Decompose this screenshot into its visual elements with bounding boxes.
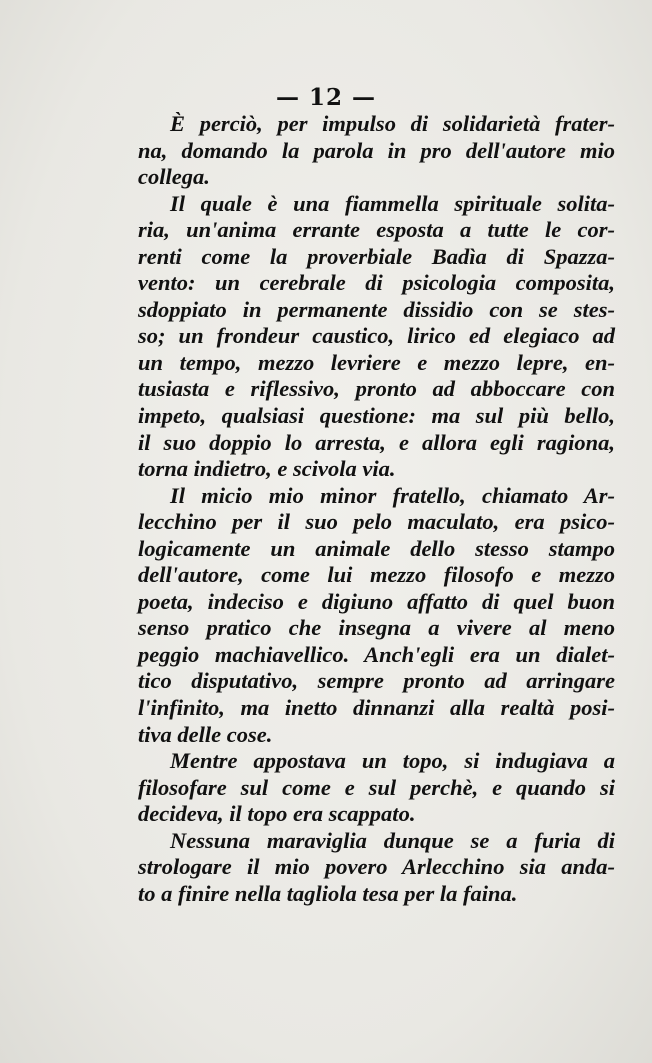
text-line: renti come la proverbiale Badìa di Spazza- xyxy=(138,243,615,269)
text-line: un tempo, mezzo levriere e mezzo lepre, en- xyxy=(138,349,615,375)
text-line: l'infinito, ma inetto dinnanzi alla realtà posi- xyxy=(138,695,615,721)
text-line: tiva delle cose. xyxy=(138,721,273,747)
text-line: Il quale è una fiammella spirituale solita- xyxy=(170,190,615,216)
text-line: Il micio mio minor fratello, chiamato Ar- xyxy=(170,482,615,508)
text-line: peggio machiavellico. Anch'egli era un dialet- xyxy=(138,641,615,667)
text-line: dell'autore, come lui mezzo filosofo e mezzo xyxy=(138,562,615,588)
text-line: senso pratico che insegna a vivere al meno xyxy=(138,615,615,641)
text-line: poeta, indeciso e digiuno affatto di quel buon xyxy=(138,588,615,614)
text-line: na, domando la parola in pro dell'autore mio xyxy=(138,137,615,163)
text-line: vento: un cerebrale di psicologia composita, xyxy=(138,270,615,296)
body-text xyxy=(138,111,615,907)
text-line: to a finire nella tagliola tesa per la faina. xyxy=(138,880,518,906)
text-line: tusiasta e riflessivo, pronto ad abboccare con xyxy=(138,376,615,402)
paragraph xyxy=(138,483,615,748)
text-line: decideva, il topo era scappato. xyxy=(138,801,416,827)
text-line: sdoppiato in permanente dissidio con se stes- xyxy=(138,296,615,322)
text-line: Nessuna maraviglia dunque se a furia di xyxy=(170,827,615,853)
paragraph xyxy=(138,828,615,908)
text-line: filosofare sul come e sul perchè, e quando si xyxy=(138,774,615,800)
page-number: — 12 — xyxy=(275,84,377,111)
text-line: impeto, qualsiasi questione: ma sul più bello, xyxy=(138,403,615,429)
text-line: ria, un'anima errante esposta a tutte le cor- xyxy=(138,217,615,243)
text-line: lecchino per il suo pelo maculato, era psico- xyxy=(138,509,615,535)
text-line: È perciò, per impulso di solidarietà frater- xyxy=(170,111,615,136)
text-line: Mentre appostava un topo, si indugiava a xyxy=(170,748,615,774)
text-line: tico disputativo, sempre pronto ad arringare xyxy=(138,668,615,694)
text-line: torna indietro, e scivola via. xyxy=(138,456,396,482)
paragraph xyxy=(138,111,615,191)
paragraph xyxy=(138,191,615,483)
paragraph xyxy=(138,748,615,828)
text-line: so; un frondeur caustico, lirico ed elegiaco ad xyxy=(138,323,615,349)
text-line: logicamente un animale dello stesso stampo xyxy=(138,535,615,561)
text-line: strologare il mio povero Arlecchino sia anda- xyxy=(138,854,615,880)
text-line: collega. xyxy=(138,164,210,190)
text-line: il suo doppio lo arresta, e allora egli ragiona, xyxy=(138,429,615,455)
